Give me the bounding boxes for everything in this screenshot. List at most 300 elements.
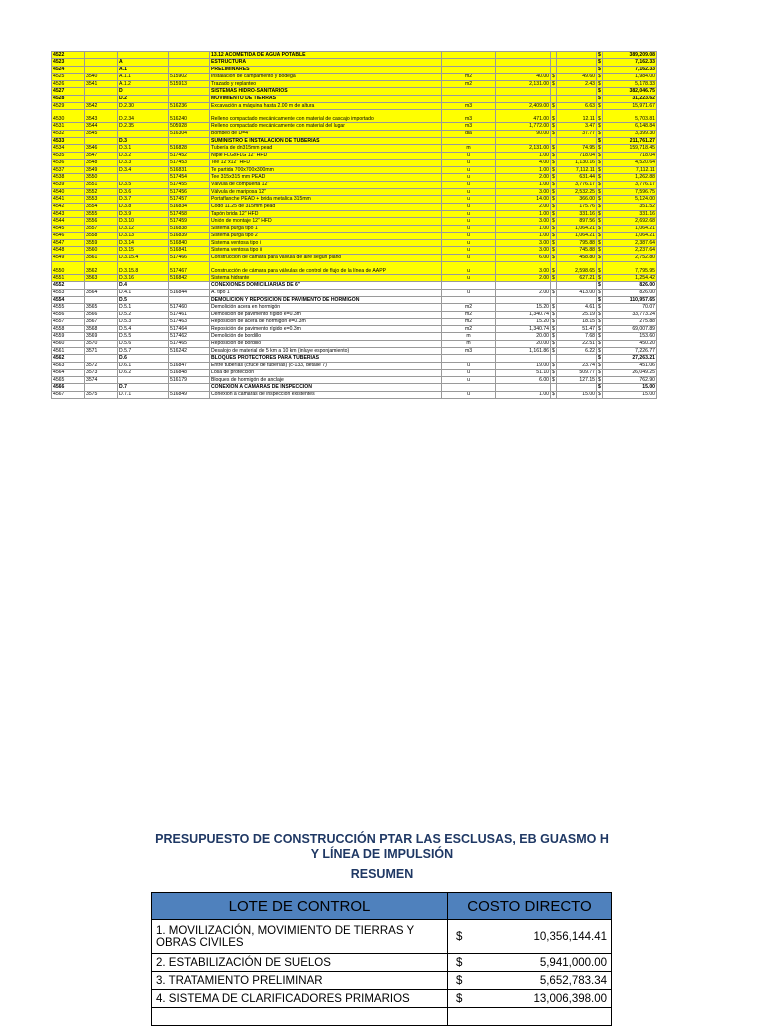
quantity-cell bbox=[496, 296, 551, 303]
row-number-cell: 4565 bbox=[52, 377, 85, 384]
description-cell: A. tipo 1 bbox=[210, 289, 442, 296]
row-number-cell: 4549 bbox=[52, 254, 85, 261]
unit-price-cell: 15.00 bbox=[557, 391, 597, 398]
row-number-cell: 4562 bbox=[52, 355, 85, 362]
total-currency-cell: $ bbox=[598, 73, 601, 80]
unit-price-cell: 1,064.21 bbox=[557, 232, 597, 239]
description-cell: CONEXIÓN A CÁMARAS DE INSPECCIÓN bbox=[210, 384, 442, 391]
total-currency-cell: $ bbox=[598, 391, 601, 398]
sheet-row bbox=[52, 81, 657, 88]
total-currency-cell: $ bbox=[598, 130, 601, 137]
sku-cell: 517463 bbox=[169, 318, 210, 325]
sku-cell: 516179 bbox=[169, 377, 210, 384]
unit-cell: m bbox=[442, 333, 496, 340]
unit-cell bbox=[442, 137, 496, 144]
total-cell: 110,957.65 bbox=[603, 296, 657, 303]
item-cell: D.4.1 bbox=[118, 289, 169, 296]
total-cell: 7,162.33 bbox=[603, 59, 657, 66]
total-cell: 6,148.84 bbox=[603, 123, 657, 130]
total-cell: 33,773.24 bbox=[603, 311, 657, 318]
sku-cell: 516849 bbox=[169, 391, 210, 398]
item-cell: D.5.1 bbox=[118, 304, 169, 311]
unit-price-cell: 6.63 bbox=[557, 103, 597, 110]
unit-price-cell: 7.68 bbox=[557, 333, 597, 340]
item-cell: D.3.7 bbox=[118, 196, 169, 203]
total-currency-cell: $ bbox=[598, 188, 601, 195]
price-currency-cell: $ bbox=[552, 195, 555, 202]
unit-cell: m2 bbox=[442, 311, 496, 318]
description-cell: MOVIMIENTO DE TIERRAS bbox=[210, 95, 442, 102]
total-cell: 7,162.33 bbox=[603, 66, 657, 73]
code-cell: 3543 bbox=[85, 110, 118, 123]
row-number-cell: 4531 bbox=[52, 123, 85, 130]
total-cell: 718.04 bbox=[603, 152, 657, 159]
unit-price-cell: 331.16 bbox=[557, 210, 597, 217]
unit-price-cell: 627.21 bbox=[557, 275, 597, 282]
item-cell: D.3.8 bbox=[118, 203, 169, 210]
item-cell: D.3.14 bbox=[118, 240, 169, 247]
total-currency-cell: $ bbox=[598, 340, 601, 347]
summary-currency: $ bbox=[448, 972, 478, 990]
code-cell: 3540 bbox=[85, 73, 118, 80]
code-cell: 3556 bbox=[85, 218, 118, 225]
quantity-cell: 1.00 bbox=[496, 225, 551, 232]
price-currency-cell: $ bbox=[552, 318, 555, 325]
code-cell: 3555 bbox=[85, 210, 118, 217]
sheet-row bbox=[52, 88, 657, 95]
total-cell: 2,752.80 bbox=[603, 254, 657, 261]
total-cell: 7,596.75 bbox=[603, 189, 657, 196]
code-cell bbox=[85, 282, 118, 289]
sheet-row bbox=[52, 289, 657, 296]
quantity-cell bbox=[496, 59, 551, 66]
sku-cell: 516844 bbox=[169, 289, 210, 296]
price-currency-cell: $ bbox=[552, 203, 555, 210]
unit-cell bbox=[442, 384, 496, 391]
unit-price-cell: 12.11 bbox=[557, 110, 597, 123]
quantity-cell bbox=[496, 282, 551, 289]
row-number-cell: 4563 bbox=[52, 362, 85, 369]
unit-price-cell: 366.00 bbox=[557, 196, 597, 203]
total-currency-cell: $ bbox=[598, 303, 601, 310]
total-cell: 31,223.62 bbox=[603, 95, 657, 102]
price-currency-cell: $ bbox=[552, 376, 555, 383]
code-cell: 3573 bbox=[85, 369, 118, 376]
description-cell: Reposición de pavimento rígido e=0.3m bbox=[210, 326, 442, 333]
summary-value: 5,941,000.00 bbox=[478, 954, 612, 972]
unit-cell: dia bbox=[442, 130, 496, 137]
unit-price-cell: 7,112.11 bbox=[557, 167, 597, 174]
header-lote-de-control: LOTE DE CONTROL bbox=[152, 893, 448, 920]
row-number-cell: 4543 bbox=[52, 210, 85, 217]
unit-cell bbox=[442, 282, 496, 289]
item-cell: A.1.2 bbox=[118, 81, 169, 88]
sku-cell bbox=[169, 66, 210, 73]
total-cell: 15.00 bbox=[603, 391, 657, 398]
item-cell: D.3.13 bbox=[118, 232, 169, 239]
total-cell: 15.00 bbox=[603, 384, 657, 391]
description-cell: Relleno compactado mecánicamente con material del lugar bbox=[210, 123, 442, 130]
sku-cell: 516304 bbox=[169, 130, 210, 137]
unit-price-cell bbox=[557, 52, 597, 59]
quantity-cell: 3.00 bbox=[496, 240, 551, 247]
row-number-cell: 4561 bbox=[52, 347, 85, 354]
sku-cell: 516236 bbox=[169, 103, 210, 110]
sku-cell: 517464 bbox=[169, 326, 210, 333]
quantity-cell bbox=[496, 66, 551, 73]
code-cell: 3554 bbox=[85, 203, 118, 210]
total-cell: 69,007.89 bbox=[603, 326, 657, 333]
code-cell: 3560 bbox=[85, 247, 118, 254]
sku-cell: 516828 bbox=[169, 145, 210, 152]
sheet-row bbox=[52, 159, 657, 166]
total-cell: 1,064.21 bbox=[603, 232, 657, 239]
sku-cell: 517467 bbox=[169, 262, 210, 275]
item-cell: D.4 bbox=[118, 282, 169, 289]
code-cell: 3566 bbox=[85, 311, 118, 318]
code-cell: 3544 bbox=[85, 123, 118, 130]
row-number-cell: 4554 bbox=[52, 296, 85, 303]
item-cell: D.5.7 bbox=[118, 347, 169, 354]
row-number-cell: 4526 bbox=[52, 81, 85, 88]
description-cell: Sistema purga tipo 2 bbox=[210, 232, 442, 239]
price-currency-cell: $ bbox=[552, 332, 555, 339]
total-cell: 2,237.64 bbox=[603, 247, 657, 254]
sku-cell: 517465 bbox=[169, 340, 210, 347]
sku-cell: 516847 bbox=[169, 362, 210, 369]
total-cell: 7,226.77 bbox=[603, 347, 657, 354]
total-cell: 389,209.08 bbox=[603, 52, 657, 59]
description-cell: Portaflanche PEAD + brida metalica 315mm bbox=[210, 196, 442, 203]
sheet-row bbox=[52, 203, 657, 210]
total-cell: 7,795.95 bbox=[603, 262, 657, 275]
total-currency-cell: $ bbox=[598, 254, 601, 261]
total-currency-cell: $ bbox=[598, 166, 601, 173]
item-cell: D.3.12 bbox=[118, 225, 169, 232]
sku-cell bbox=[169, 88, 210, 95]
price-currency-cell: $ bbox=[551, 110, 557, 123]
unit-cell: m bbox=[442, 340, 496, 347]
unit-cell bbox=[442, 59, 496, 66]
sheet-row bbox=[52, 152, 657, 159]
quantity-cell: 4.00 bbox=[496, 159, 551, 166]
unit-price-cell: 631.44 bbox=[557, 174, 597, 181]
sku-cell: 515913 bbox=[169, 81, 210, 88]
total-cell: 351.52 bbox=[603, 203, 657, 210]
row-number-cell: 4560 bbox=[52, 340, 85, 347]
unit-cell: u bbox=[442, 196, 496, 203]
description-cell: Entre tuberías (cruce de tuberías) (c-133, detalle 7) bbox=[210, 362, 442, 369]
price-currency-cell: $ bbox=[551, 262, 557, 275]
item-cell: D.2.35 bbox=[118, 123, 169, 130]
sku-cell bbox=[169, 137, 210, 144]
unit-cell: u bbox=[442, 289, 496, 296]
code-cell: 3572 bbox=[85, 362, 118, 369]
code-cell bbox=[85, 66, 118, 73]
total-cell: 450.20 bbox=[603, 340, 657, 347]
code-cell: 3557 bbox=[85, 225, 118, 232]
item-cell: D.3.6 bbox=[118, 189, 169, 196]
summary-label: 4. SISTEMA DE CLARIFICADORES PRIMARIOS bbox=[152, 990, 448, 1008]
item-cell: A.1.1 bbox=[118, 73, 169, 80]
description-cell: Unión de montaje 12" HFD bbox=[210, 218, 442, 225]
unit-price-cell: 23.74 bbox=[557, 362, 597, 369]
summary-header-row bbox=[152, 893, 612, 920]
total-currency-cell: $ bbox=[598, 102, 601, 109]
unit-price-cell: 2.43 bbox=[557, 81, 597, 88]
unit-price-cell bbox=[557, 66, 597, 73]
quantity-cell: 20.00 bbox=[496, 333, 551, 340]
total-cell: 153.60 bbox=[603, 333, 657, 340]
summary-row bbox=[152, 990, 612, 1008]
sku-cell: 516240 bbox=[169, 110, 210, 123]
quantity-cell: 3.00 bbox=[496, 218, 551, 225]
description-cell: 13.12 ACOMETIDA DE AGUA POTABLE bbox=[210, 52, 442, 59]
description-cell: Reposición de acera de hormigón e=0.3m bbox=[210, 318, 442, 325]
unit-cell: u bbox=[442, 369, 496, 376]
unit-cell bbox=[442, 52, 496, 59]
quantity-cell: 3.00 bbox=[496, 262, 551, 275]
sku-cell: 516838 bbox=[169, 225, 210, 232]
quantity-cell: 51.10 bbox=[496, 369, 551, 376]
row-number-cell: 4539 bbox=[52, 181, 85, 188]
unit-cell bbox=[442, 66, 496, 73]
description-cell: Sistema hidrante bbox=[210, 275, 442, 282]
code-cell: 3550 bbox=[85, 174, 118, 181]
unit-price-cell: 25.19 bbox=[557, 311, 597, 318]
description-cell: Bombeo de D=4" bbox=[210, 130, 442, 137]
item-cell: D bbox=[118, 88, 169, 95]
description-cell: CONEXIONES DOMICILIARIAS DE 6" bbox=[210, 282, 442, 289]
sheet-row bbox=[52, 95, 657, 102]
total-currency-cell: $ bbox=[598, 384, 601, 391]
quantity-cell: 90.00 bbox=[496, 130, 551, 137]
quantity-cell: 2,131.00 bbox=[496, 81, 551, 88]
unit-cell: u bbox=[442, 254, 496, 261]
code-cell bbox=[85, 52, 118, 59]
unit-price-cell: 2,532.25 bbox=[557, 189, 597, 196]
total-currency-cell: $ bbox=[598, 58, 601, 65]
code-cell: 3546 bbox=[85, 145, 118, 152]
total-cell: 1,254.42 bbox=[603, 275, 657, 282]
code-cell bbox=[85, 88, 118, 95]
unit-price-cell bbox=[557, 355, 597, 362]
code-cell: 3575 bbox=[85, 391, 118, 398]
sheet-row bbox=[52, 340, 657, 347]
total-cell: 331.16 bbox=[603, 210, 657, 217]
price-currency-cell: $ bbox=[552, 210, 555, 217]
summary-table bbox=[151, 892, 612, 1026]
total-cell: 1,984.00 bbox=[603, 73, 657, 80]
unit-price-cell: 718.04 bbox=[557, 152, 597, 159]
total-currency-cell: $ bbox=[598, 369, 601, 376]
item-cell: D.5.6 bbox=[118, 340, 169, 347]
sku-cell bbox=[169, 282, 210, 289]
sheet-row bbox=[52, 210, 657, 217]
unit-cell: u bbox=[442, 247, 496, 254]
total-currency-cell: $ bbox=[598, 232, 601, 239]
unit-cell: m3 bbox=[442, 110, 496, 123]
unit-price-cell: 458.80 bbox=[557, 254, 597, 261]
total-cell: 211,761.27 bbox=[603, 137, 657, 144]
price-currency-cell: $ bbox=[552, 181, 555, 188]
quantity-cell: 20.00 bbox=[496, 340, 551, 347]
row-number-cell: 4564 bbox=[52, 369, 85, 376]
header-costo-directo: COSTO DIRECTO bbox=[448, 893, 612, 920]
quantity-cell: 2.00 bbox=[496, 203, 551, 210]
unit-price-cell: 509.77 bbox=[557, 369, 597, 376]
item-cell: D.3.16 bbox=[118, 275, 169, 282]
sheet-row bbox=[52, 103, 657, 110]
row-number-cell: 4546 bbox=[52, 232, 85, 239]
unit-cell: m2 bbox=[442, 318, 496, 325]
unit-price-cell bbox=[557, 282, 597, 289]
sheet-row bbox=[52, 326, 657, 333]
description-cell: Losa de protección bbox=[210, 369, 442, 376]
sheet-row bbox=[52, 232, 657, 239]
row-number-cell: 4567 bbox=[52, 391, 85, 398]
item-cell: D.3.15.4 bbox=[118, 254, 169, 261]
row-number-cell: 4523 bbox=[52, 59, 85, 66]
item-cell: D.2 bbox=[118, 95, 169, 102]
item-cell: D.3.15 bbox=[118, 247, 169, 254]
unit-price-cell: 3,776.17 bbox=[557, 181, 597, 188]
row-number-cell: 4525 bbox=[52, 73, 85, 80]
summary-currency: $ bbox=[448, 990, 478, 1008]
summary-label bbox=[152, 1008, 448, 1026]
description-cell: PRELIMINARES bbox=[210, 66, 442, 73]
row-number-cell: 4555 bbox=[52, 304, 85, 311]
row-number-cell: 4552 bbox=[52, 282, 85, 289]
unit-price-cell: 3.47 bbox=[557, 123, 597, 130]
unit-cell bbox=[442, 296, 496, 303]
code-cell: 3571 bbox=[85, 347, 118, 354]
price-currency-cell: $ bbox=[552, 325, 555, 332]
unit-price-cell: 18.15 bbox=[557, 318, 597, 325]
code-cell: 3569 bbox=[85, 333, 118, 340]
unit-cell: m3 bbox=[442, 123, 496, 130]
unit-cell: u bbox=[442, 210, 496, 217]
summary-value: 10,356,144.41 bbox=[478, 920, 612, 954]
row-number-cell: 4541 bbox=[52, 196, 85, 203]
description-cell: Sistema purga tipo 1 bbox=[210, 225, 442, 232]
unit-cell bbox=[442, 95, 496, 102]
quantity-cell: 19.00 bbox=[496, 362, 551, 369]
sheet-row bbox=[52, 110, 657, 123]
item-cell: D.7.1 bbox=[118, 391, 169, 398]
row-number-cell: 4522 bbox=[52, 52, 85, 59]
quantity-cell: 15.20 bbox=[496, 318, 551, 325]
unit-price-cell: 51.47 bbox=[557, 326, 597, 333]
total-currency-cell: $ bbox=[598, 247, 601, 254]
unit-price-cell: 2,598.65 bbox=[557, 262, 597, 275]
total-currency-cell: $ bbox=[598, 281, 601, 288]
sku-cell: 516840 bbox=[169, 240, 210, 247]
budget-sheet-table bbox=[51, 51, 657, 399]
sheet-row bbox=[52, 181, 657, 188]
price-currency-cell: $ bbox=[552, 311, 555, 318]
row-number-cell: 4527 bbox=[52, 88, 85, 95]
description-cell: Te partida 700x700x300mm bbox=[210, 167, 442, 174]
quantity-cell: 3.00 bbox=[496, 189, 551, 196]
unit-cell: m2 bbox=[442, 73, 496, 80]
item-cell: D.2.34 bbox=[118, 110, 169, 123]
row-number-cell: 4535 bbox=[52, 152, 85, 159]
description-cell: Válvula de compuerta 12" bbox=[210, 181, 442, 188]
description-cell: Codo 11.25 de 315mm pead bbox=[210, 203, 442, 210]
total-cell: 3,399.30 bbox=[603, 130, 657, 137]
unit-price-cell bbox=[557, 296, 597, 303]
sku-cell bbox=[169, 384, 210, 391]
description-cell: Sistema ventosa tipo i bbox=[210, 240, 442, 247]
unit-cell: u bbox=[442, 152, 496, 159]
total-cell: 826.00 bbox=[603, 282, 657, 289]
summary-row bbox=[152, 1008, 612, 1026]
summary-currency: $ bbox=[448, 954, 478, 972]
sheet-row bbox=[52, 174, 657, 181]
row-number-cell: 4538 bbox=[52, 174, 85, 181]
total-cell: 826.00 bbox=[603, 289, 657, 296]
total-currency-cell: $ bbox=[598, 225, 601, 232]
unit-cell: u bbox=[442, 232, 496, 239]
total-cell: 2,692.68 bbox=[603, 218, 657, 225]
summary-currency bbox=[448, 1008, 478, 1026]
item-cell: D.3.5 bbox=[118, 181, 169, 188]
price-currency-cell: $ bbox=[552, 274, 555, 281]
code-cell: 3561 bbox=[85, 254, 118, 261]
unit-price-cell: 1,130.16 bbox=[557, 159, 597, 166]
price-currency-cell: $ bbox=[552, 225, 555, 232]
row-number-cell: 4548 bbox=[52, 247, 85, 254]
description-cell: Demolición acera en hormigón bbox=[210, 304, 442, 311]
sku-cell bbox=[169, 95, 210, 102]
code-cell: 3563 bbox=[85, 275, 118, 282]
unit-cell bbox=[442, 88, 496, 95]
item-cell: D.3.4 bbox=[118, 167, 169, 174]
sku-cell: 517455 bbox=[169, 181, 210, 188]
unit-cell: m2 bbox=[442, 326, 496, 333]
total-cell: 15,971.67 bbox=[603, 103, 657, 110]
summary-label: 2. ESTABILIZACIÓN DE SUELOS bbox=[152, 954, 448, 972]
quantity-cell: 3.00 bbox=[496, 247, 551, 254]
quantity-cell: 1,340.74 bbox=[496, 326, 551, 333]
code-cell bbox=[85, 137, 118, 144]
row-number-cell: 4566 bbox=[52, 384, 85, 391]
code-cell bbox=[85, 384, 118, 391]
sku-cell: 516834 bbox=[169, 203, 210, 210]
sheet-row bbox=[52, 247, 657, 254]
sheet-row bbox=[52, 137, 657, 144]
total-currency-cell: $ bbox=[598, 159, 601, 166]
price-currency-cell: $ bbox=[552, 289, 555, 296]
unit-price-cell: 1,064.21 bbox=[557, 225, 597, 232]
sku-cell bbox=[169, 52, 210, 59]
quantity-cell: 1.00 bbox=[496, 167, 551, 174]
price-currency-cell: $ bbox=[552, 247, 555, 254]
code-cell: 3570 bbox=[85, 340, 118, 347]
sheet-row bbox=[52, 369, 657, 376]
item-cell: D.5.4 bbox=[118, 326, 169, 333]
description-cell: Desalojo de material de 5 km a 10 km (inluye esponjamiento) bbox=[210, 347, 442, 354]
unit-cell: m bbox=[442, 145, 496, 152]
sheet-row bbox=[52, 254, 657, 261]
total-currency-cell: $ bbox=[598, 274, 601, 281]
description-cell: Demolición de bordillo bbox=[210, 333, 442, 340]
sku-cell: 517454 bbox=[169, 174, 210, 181]
sku-cell bbox=[169, 296, 210, 303]
sku-cell: 517460 bbox=[169, 304, 210, 311]
item-cell: D.5 bbox=[118, 296, 169, 303]
